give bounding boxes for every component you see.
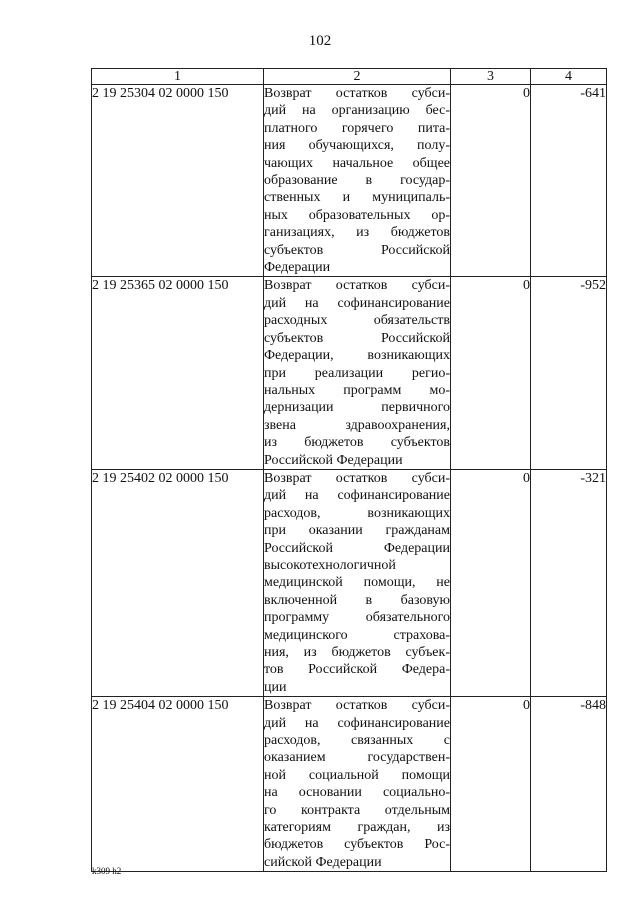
description-line: платного горячего пита-	[264, 120, 450, 136]
description-line: дий на софинансирование	[264, 488, 450, 504]
description-line: ганизациях, из бюджетов	[264, 225, 450, 241]
budget-code-cell: 2 19 25304 02 0000 150	[92, 85, 264, 277]
column-3-value: 0	[451, 469, 531, 696]
column-4-value: -848	[531, 697, 607, 872]
description-line: чающих начальное общее	[264, 155, 450, 171]
description-line: медицинского страхова-	[264, 627, 450, 643]
description-line: сийской Федерации	[264, 854, 382, 870]
description-line: при оказании гражданам	[264, 523, 450, 539]
description-line: программу обязательного	[264, 610, 450, 626]
column-header-3: 3	[451, 69, 531, 85]
description-line: оказанием государствен-	[264, 750, 450, 766]
description-line: ния обучающихся, полу-	[264, 138, 450, 154]
description-line: Возврат остатков субси-	[264, 278, 450, 294]
description-cell	[264, 697, 451, 872]
description-line: нальных программ мо-	[264, 382, 450, 398]
description-line: расходов, возникающих	[264, 505, 450, 521]
description-line: ных образовательных ор-	[264, 207, 450, 223]
description-line: включенной в базовую	[264, 592, 450, 608]
column-4-value: -641	[531, 85, 607, 277]
description-line: образование в государ-	[264, 173, 450, 189]
description-line: категориям граждан, из	[264, 820, 450, 836]
description-line: дернизации первичного	[264, 400, 450, 416]
column-3-value: 0	[451, 277, 531, 469]
description-cell	[264, 277, 451, 469]
table-row	[92, 469, 607, 696]
description-line: на основании социально-	[264, 785, 450, 801]
description-line: бюджетов субъектов Рос-	[264, 837, 450, 853]
column-4-value: -321	[531, 469, 607, 696]
description-line: субъектов Российской	[264, 330, 450, 346]
description-cell	[264, 85, 451, 277]
description-line: дий на софинансирование	[264, 295, 450, 311]
page-number: 102	[308, 33, 332, 49]
description-line: ственных и муниципаль-	[264, 190, 450, 206]
description-line: го контракта отдельным	[264, 802, 450, 818]
description-line: дий на софинансирование	[264, 715, 450, 731]
description-line: ния, из бюджетов субъек-	[264, 645, 450, 660]
description-line: Федерации	[264, 260, 331, 276]
description-line: дий на организацию бес-	[264, 103, 450, 119]
budget-code-cell: 2 19 25365 02 0000 150	[92, 277, 264, 469]
footer-code: k309 h2	[92, 866, 122, 876]
budget-code-cell: 2 19 25404 02 0000 150	[92, 697, 264, 872]
description-line: Возврат остатков субси-	[264, 470, 450, 486]
description-cell	[264, 469, 451, 696]
description-line: ной социальной помощи	[264, 767, 450, 783]
budget-table	[91, 68, 607, 872]
description-line: высокотехнологичной	[264, 557, 396, 573]
column-header-2: 2	[264, 69, 451, 85]
description-line: медицинской помощи, не	[264, 575, 450, 591]
description-line: звена здравоохранения,	[264, 417, 450, 433]
column-3-value: 0	[451, 697, 531, 872]
description-line: Российской Федерации	[264, 540, 450, 556]
description-line: расходных обязательств	[264, 313, 450, 329]
table-row	[92, 277, 607, 469]
column-header-1: 1	[92, 69, 264, 85]
table-row	[92, 697, 607, 872]
description-line: Возврат остатков субси-	[264, 698, 450, 714]
column-header-4: 4	[531, 69, 607, 85]
description-line: при реализации регио-	[264, 365, 450, 381]
description-line: субъектов Российской	[264, 242, 450, 258]
column-4-value: -952	[531, 277, 607, 469]
description-line: Федерации, возникающих	[264, 348, 450, 364]
table-header-row	[92, 69, 607, 85]
budget-code-cell: 2 19 25402 02 0000 150	[92, 469, 264, 696]
description-line: Возврат остатков субси-	[264, 86, 450, 101]
table-row	[92, 85, 607, 277]
description-line: ции	[264, 679, 287, 695]
description-line: тов Российской Федера-	[264, 662, 450, 678]
column-3-value: 0	[451, 85, 531, 277]
description-line: Российской Федерации	[264, 452, 403, 468]
description-line: расходов, связанных с	[264, 733, 450, 749]
description-line: из бюджетов субъектов	[264, 435, 450, 451]
